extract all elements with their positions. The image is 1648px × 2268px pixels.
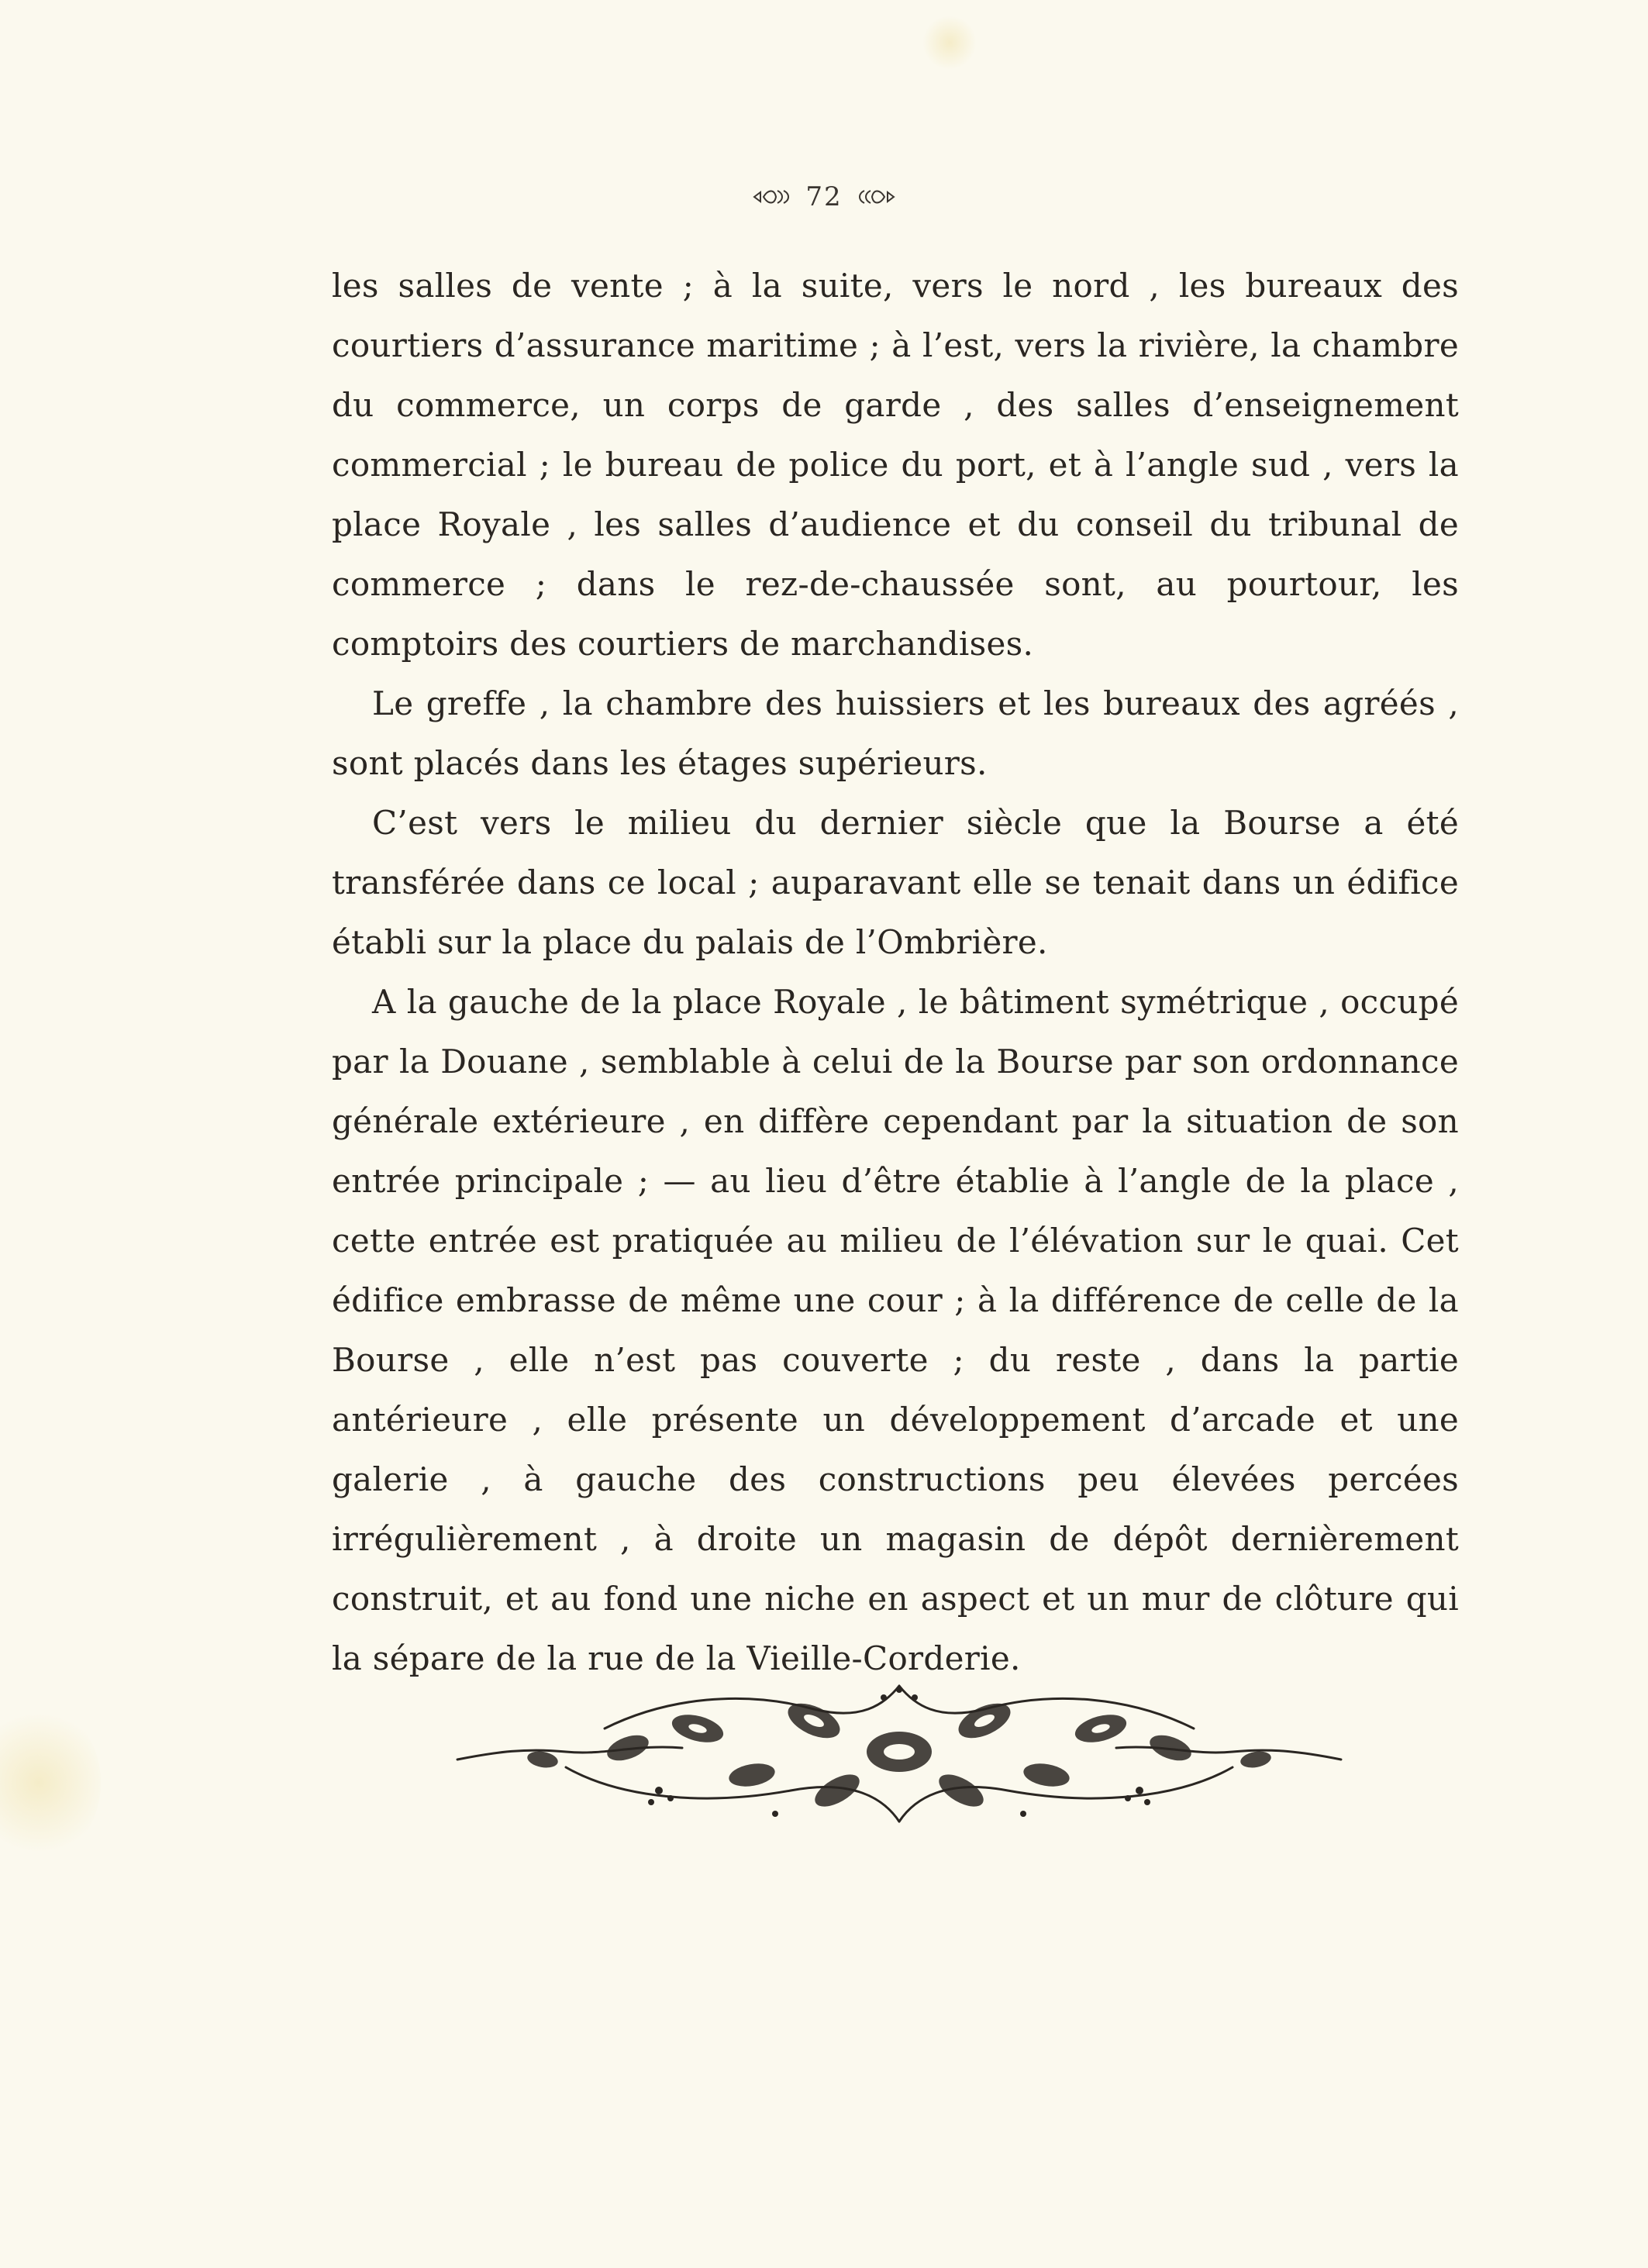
paper-stain-left <box>0 1705 101 1860</box>
paragraph-3: C’est vers le milieu du dernier siècle que la Bourse a été transférée dans ce local ; auparavant elle se tenait dans un édifice établi sur la place du palais de l’Ombrière. <box>332 804 1459 961</box>
body-text <box>332 256 1459 1688</box>
page-number: 72 <box>805 181 843 212</box>
fleuron-left-icon <box>753 188 793 206</box>
floral-tailpiece-ornament <box>450 1674 1349 1837</box>
fleuron-right-icon <box>855 188 895 206</box>
paper-stain-top <box>922 16 977 70</box>
paragraph-4: A la gauche de la place Royale , le bâtiment symétrique , occupé par la Douane , semblable à celui de la Bourse par son ordonnance générale extérieure , en diffère cependant par la situation de son entrée principale ; — au lieu d’être établie à l’angle de la place , cette entrée est pratiquée au milieu de l’élévation sur le quai. Cet édifice embrasse de même une cour ; à la différence de celle de la Bourse , elle n’est pas couverte ; du reste , dans la partie antérieure , elle présente un développement d’arcade et une galerie , à gauche des constructions peu élevées percées irrégulièrement , à droite un magasin de dépôt dernièrement construit, et au fond une niche en aspect et un mur de clôture qui la sépare de la rue de la Vieille-Corderie. <box>332 983 1459 1677</box>
paragraph-2: Le greffe , la chambre des huissiers et les bureaux des agréés , sont placés dans les étages supérieurs. <box>332 684 1459 782</box>
paragraph-1: les salles de vente ; à la suite, vers le nord , les bureaux des courtiers d’assurance maritime ; à l’est, vers la rivière, la chambre du commerce, un corps de garde , des salles d’enseignement commercial ; le bureau de police du port, et à l’angle sud , vers la place Royale , les salles d’audience et du conseil du tribunal de commerce ; dans le rez-de-chaussée sont, au pourtour, les comptoirs des courtiers de marchandises. <box>332 267 1459 663</box>
page-header <box>0 180 1648 212</box>
